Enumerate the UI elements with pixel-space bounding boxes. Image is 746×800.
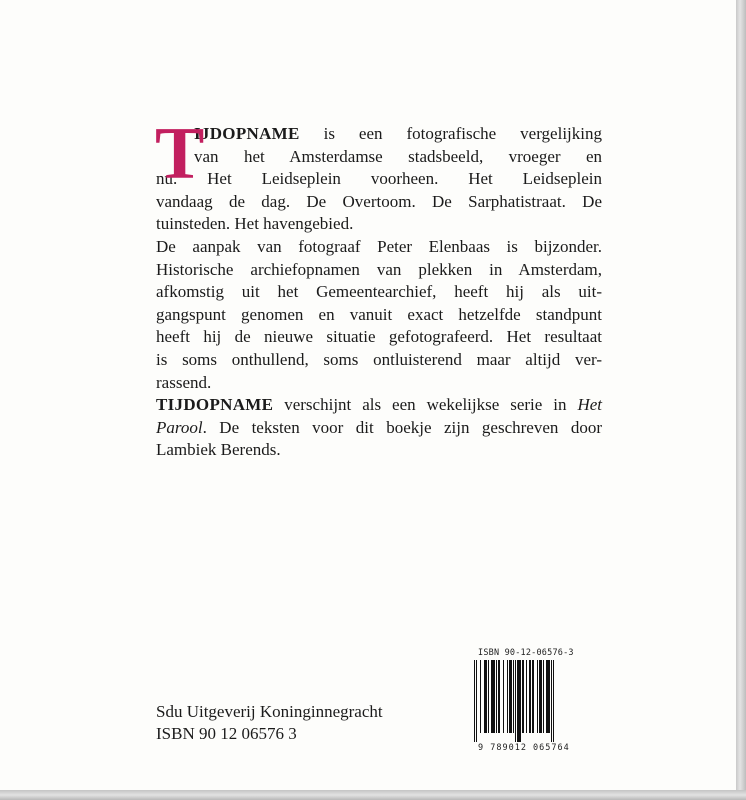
barcode-bar (484, 660, 486, 733)
text-line: afkomstig uit het Gemeentearchief, heeft hij als uit- (156, 282, 602, 302)
publisher-isbn: ISBN 90 12 06576 3 (156, 724, 297, 743)
text-line: vandaag de dag. De Overtoom. De Sarphatistraat. De (156, 191, 602, 211)
barcode-bar (543, 660, 544, 733)
barcode-bar (498, 660, 500, 733)
barcode-bar (522, 660, 524, 733)
text-line: IJDOPNAME is een fotografische vergelijking (194, 124, 602, 143)
barcode-bar (553, 660, 554, 742)
text-line: nu. Het Leidseplein voorheen. Het Leidseplein (156, 169, 602, 189)
text-line: De aanpak van fotograaf Peter Elenbaas is bijzonder. (156, 236, 602, 256)
barcode-bar (537, 660, 538, 733)
barcode-bar (554, 660, 555, 661)
barcode-bar (476, 660, 477, 742)
barcode-bar (509, 660, 511, 733)
barcode-bars (474, 660, 586, 745)
text-line: Lambiek Berends. (156, 440, 281, 460)
paragraph-3 (156, 394, 602, 462)
barcode-isbn-label: ISBN 90-12-06576-3 (478, 648, 574, 658)
text-line: TIJDOPNAME verschijnt als een wekelijkse serie in Het (156, 395, 602, 415)
barcode-bar (546, 660, 549, 733)
paragraph-2 (156, 236, 602, 394)
barcode-digits: 9 789012 065764 (478, 743, 570, 753)
text-line: rassend. (156, 372, 212, 392)
barcode-bar (532, 660, 533, 733)
page-edge-right (736, 0, 746, 800)
barcode-bar (491, 660, 494, 733)
barcode-bar (503, 660, 504, 733)
text-line: Parool. De teksten voor dit boekje zijn geschreven door (156, 417, 602, 437)
barcode-bar (496, 660, 497, 733)
text-line: is soms onthullend, soms ontluisterend maar altijd ver- (156, 349, 602, 369)
text-line: gangspunt genomen en vanuit exact hetzelfde standpunt (156, 304, 602, 324)
text-line: Historische archiefopnamen van plekken in Amsterdam, (156, 259, 602, 279)
blurb-text (155, 113, 602, 462)
barcode-bar (513, 660, 514, 733)
barcode-bar (488, 660, 489, 733)
text-line: heeft hij de nieuwe situatie gefotografeerd. Het resultaat (156, 327, 602, 347)
barcode-bar (507, 660, 508, 733)
barcode-bar (529, 660, 531, 733)
barcode-bar (526, 660, 527, 733)
publisher-block (156, 701, 383, 745)
barcode-bar (517, 660, 520, 742)
barcode (474, 647, 586, 753)
barcode-bar (551, 660, 552, 742)
publisher-name: Sdu Uitgeverij Koninginnegracht (156, 702, 383, 721)
barcode-bar (539, 660, 541, 733)
page-edge-bottom (0, 790, 746, 800)
barcode-bar (474, 660, 475, 742)
text-line: tuinsteden. Het havengebied. (156, 214, 354, 234)
drop-cap-letter: T (155, 113, 205, 195)
barcode-bar (515, 660, 516, 742)
barcode-bar (480, 660, 481, 733)
paragraph-1 (155, 113, 602, 236)
text-line: van het Amsterdamse stadsbeeld, vroeger en (194, 146, 602, 166)
